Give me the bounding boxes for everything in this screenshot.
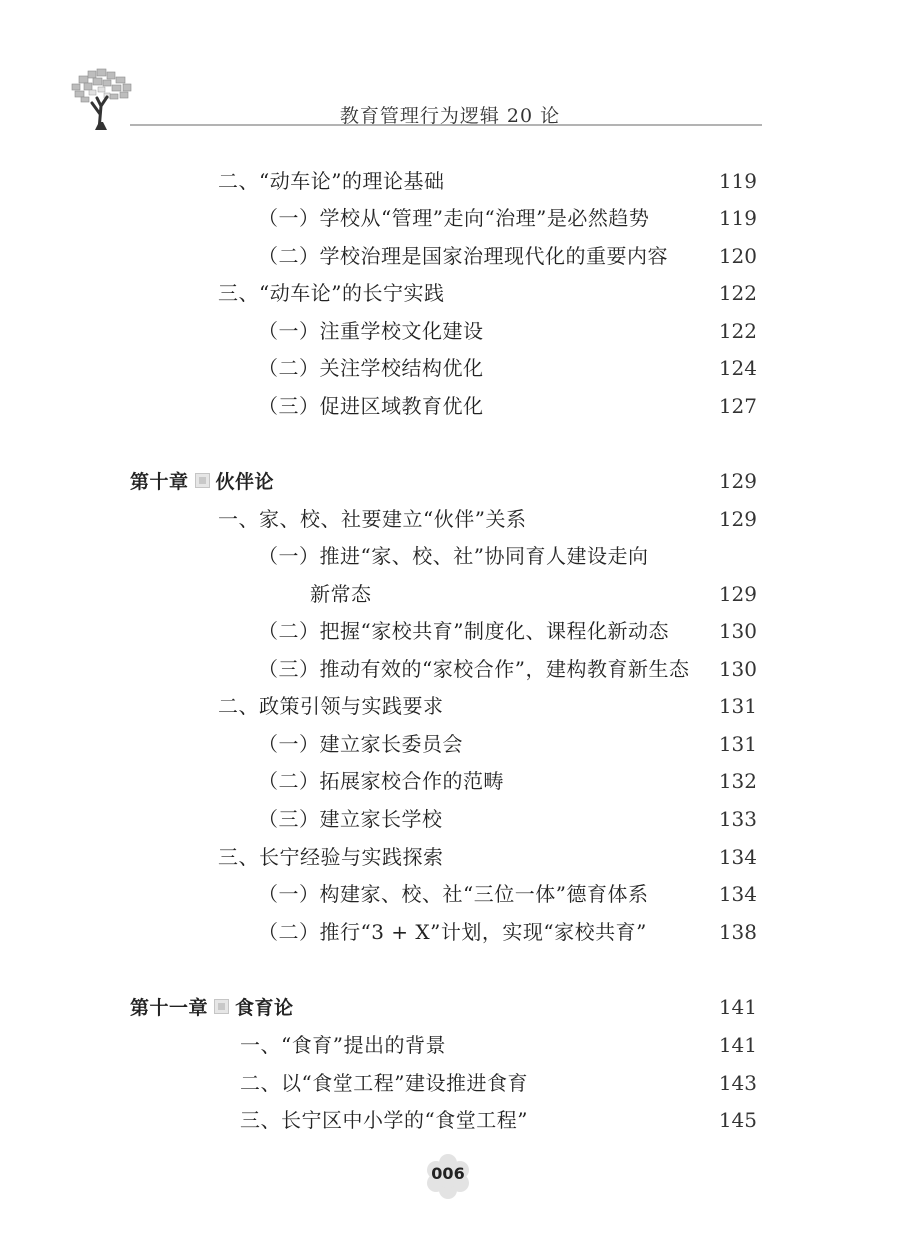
toc-entry (0, 619, 900, 655)
toc-chapter-heading (0, 995, 900, 1031)
toc-entry-title: 三、长宁区中小学的“食堂工程” (240, 1108, 528, 1132)
toc-entry-title: （二）学校治理是国家治理现代化的重要内容 (258, 244, 668, 268)
toc-entry-title: （一）构建家、校、社“三位一体”德育体系 (258, 882, 649, 906)
toc-entry-page: 130 (718, 657, 757, 681)
toc-entry-page: 122 (718, 281, 757, 305)
toc-entry-title: （二）关注学校结构优化 (258, 356, 484, 380)
toc-entry (0, 845, 900, 881)
toc-entry-page: 129 (718, 507, 757, 531)
toc-entry-continuation (0, 582, 900, 618)
toc-entry-page: 141 (718, 1033, 757, 1057)
chapter-title: 伙伴论 (215, 470, 275, 493)
toc-entry (0, 807, 900, 843)
chapter-square-icon (214, 999, 229, 1014)
toc-entry-page: 133 (718, 807, 757, 831)
toc-entry (0, 544, 900, 580)
toc-entry-page: 130 (718, 619, 757, 643)
toc-entry (0, 507, 900, 543)
toc-entry (0, 920, 900, 956)
toc-entry (0, 281, 900, 317)
toc-entry-page: 129 (718, 469, 757, 493)
toc-entry-title: 三、长宁经验与实践探索 (218, 845, 444, 869)
toc-entry-title: （二）拓展家校合作的范畴 (258, 769, 504, 793)
toc-entry-title: （一）推进“家、校、社”协同育人建设走向 (258, 544, 649, 568)
toc-entry (0, 769, 900, 805)
running-head: 教育管理行为逻辑 20 论 (339, 105, 561, 127)
toc-entry (0, 732, 900, 768)
toc-entry-title: 二、政策引领与实践要求 (218, 694, 444, 718)
toc-entry-title: 二、以“食堂工程”建设推进食育 (240, 1071, 528, 1095)
toc-entry-page: 131 (718, 732, 757, 756)
toc-entry (0, 356, 900, 392)
toc-entry-page: 131 (718, 694, 757, 718)
toc-entry-title: （一）学校从“管理”走向“治理”是必然趋势 (258, 206, 650, 230)
toc-entry-title: 三、“动车论”的长宁实践 (218, 281, 445, 305)
toc-entry (0, 319, 900, 355)
toc-entry-title: （三）促进区域教育优化 (258, 394, 484, 418)
chapter-number: 第十章 (130, 470, 189, 493)
toc-entry (0, 657, 900, 693)
toc-entry-page: 119 (718, 206, 757, 230)
toc-entry-title: 一、家、校、社要建立“伙伴”关系 (218, 507, 527, 531)
toc-entry-title: （三）推动有效的“家校合作”，建构教育新生态 (258, 657, 690, 681)
toc-entry (0, 1108, 900, 1144)
toc-entry (0, 694, 900, 730)
toc-entry-page: 120 (718, 244, 757, 268)
chapter-title: 食育论 (235, 996, 294, 1019)
toc-entry-title: （一）建立家长委员会 (258, 732, 463, 756)
toc-entry-page: 143 (718, 1071, 757, 1095)
toc-chapter-heading (0, 469, 900, 505)
toc-entry-page: 138 (718, 920, 757, 944)
page-number: 006 (431, 1164, 465, 1183)
toc-entry-page: 134 (718, 882, 757, 906)
toc-entry-page: 132 (718, 769, 757, 793)
toc-entry-page: 134 (718, 845, 757, 869)
toc-entry-page: 124 (718, 356, 757, 380)
chapter-number: 第十一章 (130, 996, 209, 1019)
toc-entry-title: （二）推行“3 + X”计划，实现“家校共育” (258, 920, 647, 944)
toc-entry-title: 一、“食育”提出的背景 (240, 1033, 446, 1057)
toc-entry-page: 127 (718, 394, 757, 418)
toc-entry-page: 129 (718, 582, 757, 606)
toc-entry-title: （三）建立家长学校 (258, 807, 443, 831)
toc-entry (0, 206, 900, 242)
toc-entry (0, 169, 900, 205)
toc-entry (0, 244, 900, 280)
toc-entry-title: 二、“动车论”的理论基础 (218, 169, 445, 193)
toc-entry-title: （一）注重学校文化建设 (258, 319, 484, 343)
toc-entry (0, 1033, 900, 1069)
toc-entry-page: 119 (718, 169, 757, 193)
toc-entry (0, 882, 900, 918)
toc-entry (0, 394, 900, 430)
toc-entry-page: 122 (718, 319, 757, 343)
toc-entry-page: 141 (718, 995, 757, 1019)
header-divider (130, 124, 762, 126)
toc-entry-title: 新常态 (310, 582, 372, 606)
toc-entry-title: （二）把握“家校共育”制度化、课程化新动态 (258, 619, 669, 643)
toc-entry (0, 1071, 900, 1107)
chapter-square-icon (195, 473, 210, 488)
toc-entry-page: 145 (718, 1108, 757, 1132)
